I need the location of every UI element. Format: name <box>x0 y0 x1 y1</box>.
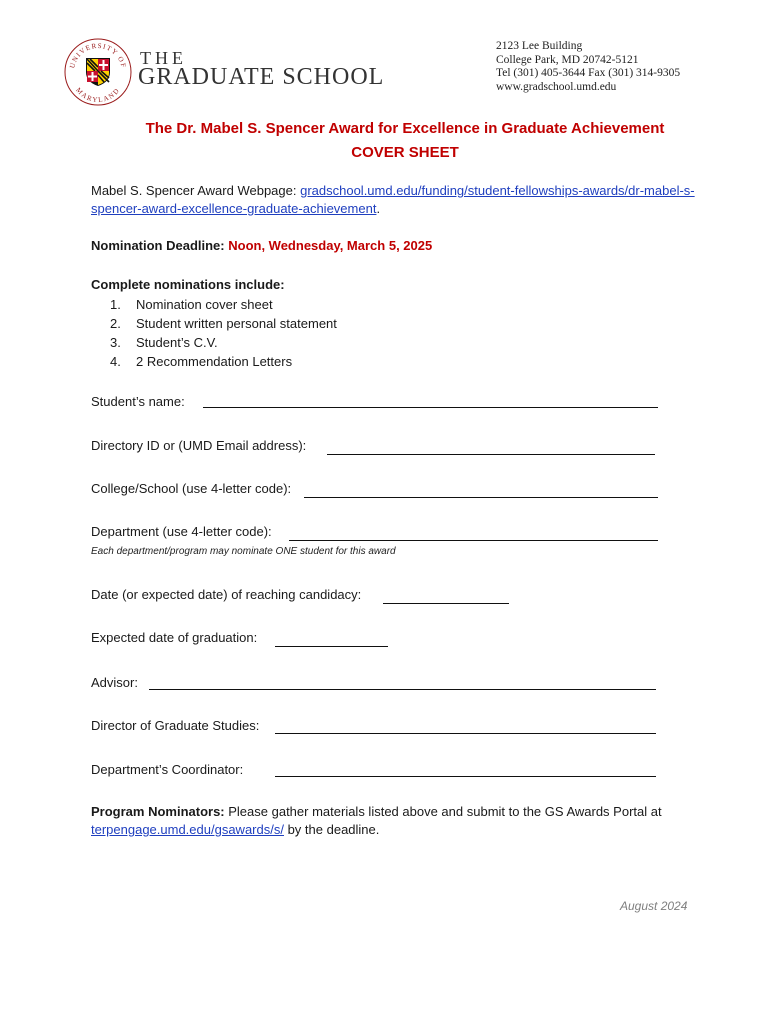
list-item <box>110 333 337 352</box>
list-item-text: Student written personal statement <box>136 316 337 331</box>
address-line: Tel (301) 405-3644 Fax (301) 314-9305 <box>496 67 681 79</box>
advisor-label: Advisor: <box>91 675 138 690</box>
award-webpage-link[interactable]: gradschool.umd.edu/funding/student-fellowships-awards/dr-mabel-s-spencer-award-excellence-graduate-achievement <box>91 183 695 216</box>
list-item-number: 4. <box>110 354 121 369</box>
student-name-field[interactable] <box>203 395 658 408</box>
seal-text-top: UNIVERSITY OF <box>68 41 128 70</box>
webpage-trailing: . <box>376 201 381 216</box>
coordinator-label: Department’s Coordinator: <box>91 762 244 777</box>
department-note: Each department/program may nominate ONE student for this award <box>91 546 396 557</box>
program-nominators <box>91 803 691 839</box>
graduation-label: Expected date of graduation: <box>91 630 258 645</box>
deadline-value: Noon, Wednesday, March 5, 2025 <box>228 238 433 253</box>
address-line: www.gradschool.umd.edu <box>496 80 617 93</box>
dgs-label: Director of Graduate Studies: <box>91 718 260 733</box>
address-line: College Park, MD 20742-5121 <box>496 53 639 66</box>
webpage-label: Mabel S. Spencer Award Webpage: <box>91 183 301 198</box>
nominators-text-end: by the deadline. <box>283 822 380 837</box>
address-block <box>496 40 680 94</box>
address-line: 2123 Lee Building <box>496 40 583 52</box>
award-webpage <box>91 182 701 218</box>
student-name-label: Student’s name: <box>91 394 185 409</box>
list-item <box>110 295 337 314</box>
department-field[interactable] <box>289 528 658 541</box>
department-label: Department (use 4-letter code): <box>91 524 272 539</box>
nomination-deadline <box>91 237 432 255</box>
university-seal-logo <box>64 38 132 106</box>
includes-heading: Complete nominations include: <box>91 277 285 292</box>
logo-the: THE <box>140 48 187 68</box>
dgs-field[interactable] <box>275 721 656 734</box>
directory-id-label: Directory ID or (UMD Email address): <box>91 438 307 453</box>
deadline-label: Nomination Deadline: <box>91 238 229 253</box>
college-field[interactable] <box>304 485 658 498</box>
list-item-number: 3. <box>110 335 121 350</box>
list-item <box>110 352 337 371</box>
list-item-number: 1. <box>110 297 121 312</box>
seal-text-bottom: MARYLAND <box>74 86 122 105</box>
advisor-field[interactable] <box>149 677 656 690</box>
logo-graduate-school: GRADUATE SCHOOL <box>138 64 385 90</box>
gs-awards-portal-link[interactable]: terpengage.umd.edu/gsawards/s/ <box>91 822 284 837</box>
nominators-label: Program Nominators: <box>91 804 225 819</box>
candidacy-label: Date (or expected date) of reaching candidacy: <box>91 587 362 602</box>
document-title: The Dr. Mabel S. Spencer Award for Excellence in Graduate Achievement <box>145 120 665 137</box>
list-item-number: 2. <box>110 316 121 331</box>
includes-list <box>110 295 337 371</box>
list-item <box>110 314 337 333</box>
document-subtitle: COVER SHEET <box>351 144 459 161</box>
nominators-text: Please gather materials listed above and submit to the GS Awards Portal at <box>224 804 662 819</box>
college-label: College/School (use 4-letter code): <box>91 481 292 496</box>
directory-id-field[interactable] <box>327 442 655 455</box>
graduation-date-field[interactable] <box>275 634 388 647</box>
footer-date: August 2024 <box>620 899 688 913</box>
candidacy-date-field[interactable] <box>383 591 509 604</box>
list-item-text: 2 Recommendation Letters <box>136 354 293 369</box>
coordinator-field[interactable] <box>275 764 656 777</box>
list-item-text: Nomination cover sheet <box>136 297 273 312</box>
list-item-text: Student’s C.V. <box>136 335 218 350</box>
